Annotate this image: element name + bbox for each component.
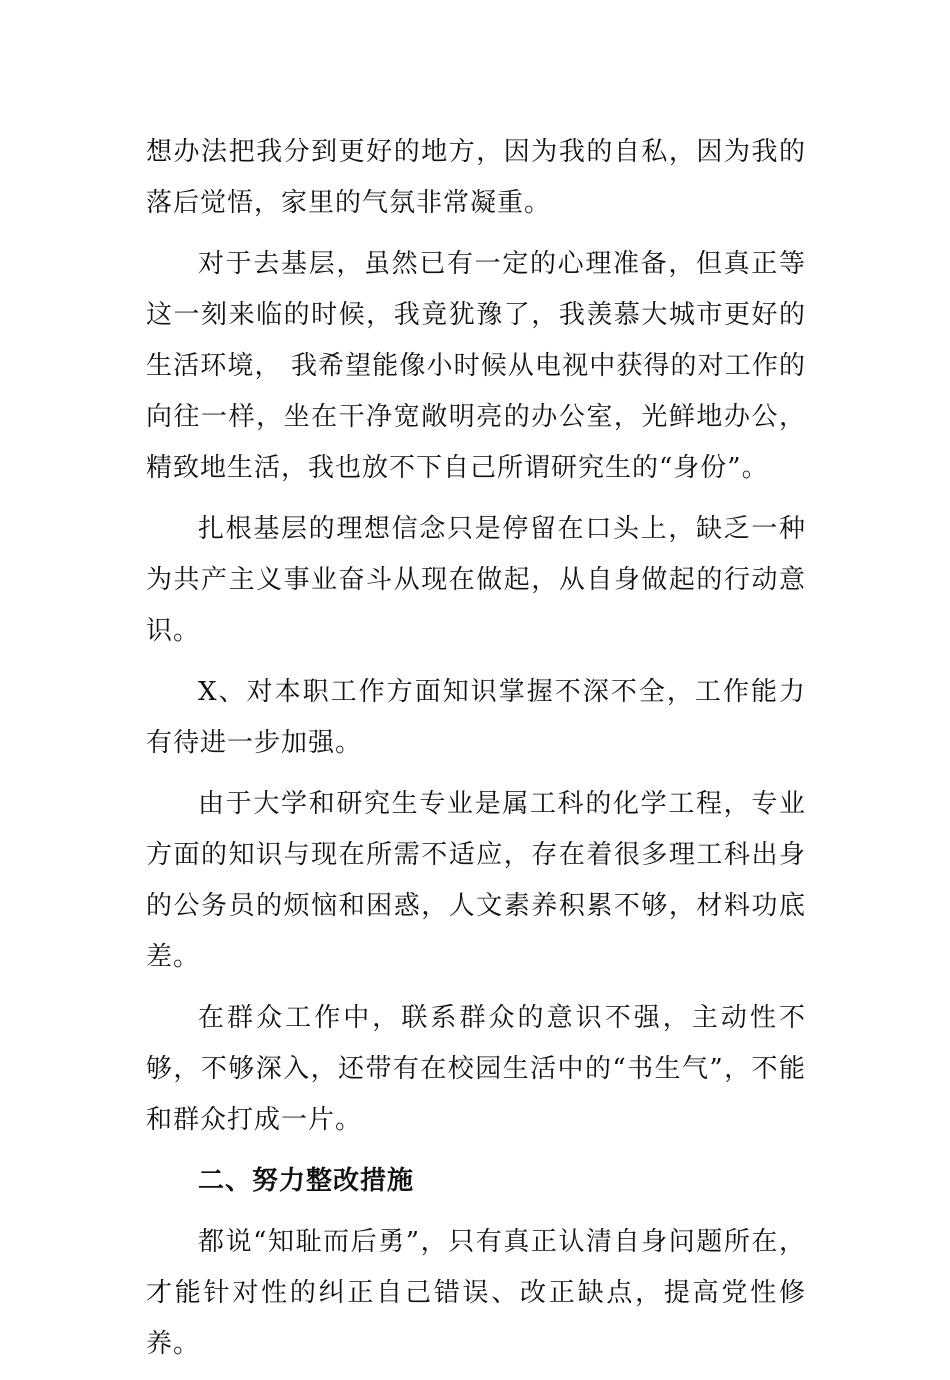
paragraph-grassroots-hesitation: 对于去基层，虽然已有一定的心理准备，但真正等这一刻来临的时候，我竟犹豫了，我羡慕大城市更好的生活环境， 我希望能像小时候从电视中获得的对工作的向往一样，坐在干净宽敞明亮的办公室，光鲜地办公，精致地生活，我也放不下自己所谓研究生的“身份”。 bbox=[146, 249, 806, 483]
section-heading: 二、努力整改措施 bbox=[198, 1166, 415, 1196]
paragraph-ideals: 扎根基层的理想信念只是停留在口头上，缺乏一种为共产主义事业奋斗从现在做起，从自身做起的行动意识。 bbox=[146, 514, 806, 646]
document-body bbox=[146, 127, 806, 1380]
paragraph-mass-work: 在群众工作中，联系群众的意识不强，主动性不够，不够深入，还带有在校园生活中的“书生气”，不能和群众打成一片。 bbox=[146, 1003, 806, 1135]
paragraph-knowledge-issue: X、对本职工作方面知识掌握不深不全，工作能力有待进一步加强。 bbox=[146, 677, 806, 758]
paragraph-continued: 想办法把我分到更好的地方，因为我的自私，因为我的落后觉悟，家里的气氛非常凝重。 bbox=[146, 137, 806, 218]
paragraph-closing: 都说“知耻而后勇”，只有真正认清自身问题所在，才能针对性的纠正自己错误、改正缺点，提高党性修养。 bbox=[146, 1227, 806, 1359]
paragraph-major-background: 由于大学和研究生专业是属工科的化学工程，专业方面的知识与现在所需不适应，存在着很多理工科出身的公务员的烦恼和困惑，人文素养积累不够，材料功底差。 bbox=[146, 789, 806, 972]
